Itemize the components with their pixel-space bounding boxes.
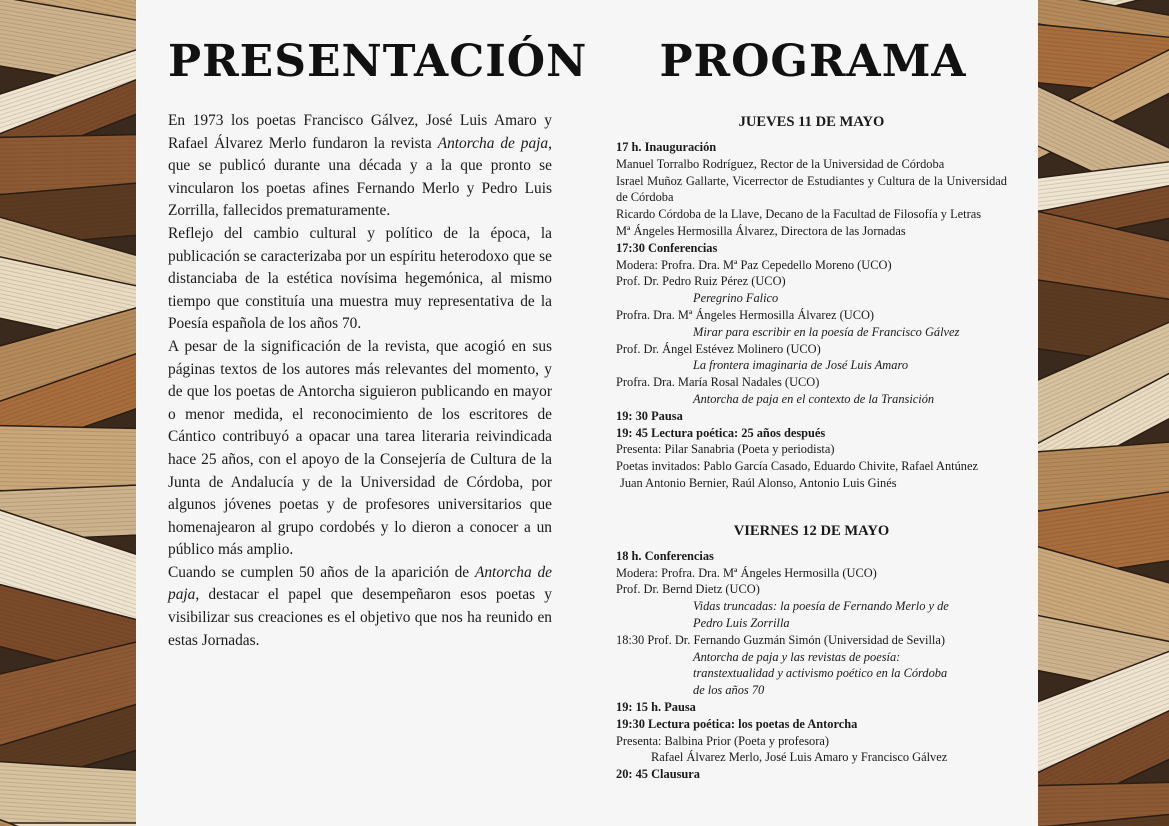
schedule-line: Profra. Dra. María Rosal Nadales (UCO) <box>616 375 820 390</box>
schedule-heading: 17:30 Conferencias <box>616 240 718 255</box>
schedule-line: 18:30 Prof. Dr. Fernando Guzmán Simón (Universidad de Sevilla) <box>616 632 945 647</box>
presentation-text <box>168 110 552 652</box>
paragraph: Reflejo del cambio cultural y político de la época, la publicación se caracterizaba por un espíritu heterodoxo que se distanciaba de la estética novísima hegemónica, al mismo tiempo que constituía una muestra muy representativa de la Poesía española de los años 70. <box>168 224 552 333</box>
schedule-heading: 19: 15 h. Pausa <box>616 699 696 714</box>
talk-title: Antorcha de paja en el contexto de la Transición <box>693 391 935 406</box>
day-schedule <box>616 548 1007 783</box>
schedule-heading: 19:30 Lectura poética: los poetas de Antorcha <box>616 716 858 731</box>
schedule-line: Juan Antonio Bernier, Raúl Alonso, Antonio Luis Ginés <box>620 475 897 490</box>
talk-title: Antorcha de paja y las revistas de poesía: <box>693 649 901 664</box>
day-schedule <box>616 139 1007 492</box>
books-background-left <box>0 0 136 826</box>
program-title: PROGRAMA <box>659 36 967 87</box>
schedule-line: Mª Ángeles Hermosilla Álvarez, Directora de las Jornadas <box>616 223 906 238</box>
schedule-line: Rafael Álvarez Merlo, José Luis Amaro y Francisco Gálvez <box>651 750 948 765</box>
schedule-line: Modera: Profra. Dra. Mª Paz Cepedello Moreno (UCO) <box>616 257 892 272</box>
talk-title: Mirar para escribir en la poesía de Francisco Gálvez <box>693 324 960 339</box>
talk-title: Peregrino Falico <box>693 291 779 306</box>
schedule-line: Prof. Dr. Pedro Ruiz Pérez (UCO) <box>616 274 786 289</box>
schedule-heading: 19: 45 Lectura poética: 25 años después <box>616 425 826 440</box>
talk-title: La frontera imaginaria de José Luis Amaro <box>693 358 909 373</box>
talk-title: Vidas truncadas: la poesía de Fernando Merlo y de <box>693 599 949 614</box>
schedule-heading: 19: 30 Pausa <box>616 408 683 423</box>
schedule-line: Presenta: Pilar Sanabria (Poeta y periodista) <box>616 442 835 457</box>
schedule-line: Prof. Dr. Ángel Estévez Molinero (UCO) <box>616 341 821 356</box>
paragraph: En 1973 los poetas Francisco Gálvez, José Luis Amaro y Rafael Álvarez Merlo fundaron la revista Antorcha de paja, que se publicó durante una década y a la que pronto se vincularon los poetas afines Fernando Merlo y Pedro Luis Zorrilla, fallecidos prematuramente. <box>168 112 552 220</box>
talk-title: Pedro Luis Zorrilla <box>693 615 790 630</box>
schedule-heading: 20: 45 Clausura <box>616 767 700 782</box>
schedule-line: Ricardo Córdoba de la Llave, Decano de la Facultad de Filosofía y Letras <box>616 207 982 222</box>
schedule-line: Prof. Dr. Bernd Dietz (UCO) <box>616 582 760 597</box>
paragraph: A pesar de la significación de la revista, que acogió en sus páginas textos de los autores más relevantes del momento, y de que los poetas de Antorcha siguieron publicando en mayor o menor medida, el reconocimiento de los escritores de Cántico contribuyó a opacar una tarea literaria reivindicada hace 25 años, con el apoyo de la Consejería de Cultura de la Junta de Andalucía y de la Universidad de Córdoba, por algunos jóvenes poetas y de profesores universitarios que homenajearon al grupo cordobés y lo dieron a conocer a un público más amplio. <box>168 337 552 559</box>
books-background-right <box>1038 0 1169 826</box>
schedule-line: Poetas invitados: Pablo García Casado, Eduardo Chivite, Rafael Antúnez <box>616 459 978 474</box>
book-spines-illustration <box>0 0 136 826</box>
presentation-title: PRESENTACIÓN <box>168 36 588 87</box>
day-heading: VIERNES 12 DE MAYO <box>733 522 890 539</box>
schedule-line: Presenta: Balbina Prior (Poeta y profesora) <box>616 733 829 748</box>
paragraph: Cuando se cumplen 50 años de la aparición de Antorcha de paja, destacar el papel que desempeñaron esos poetas y visibilizar sus creaciones es el objetivo que nos ha reunido en estas Jornadas. <box>168 563 552 649</box>
schedule-line: Profra. Dra. Mª Ángeles Hermosilla Álvarez (UCO) <box>616 307 875 322</box>
schedule-heading: 17 h. Inauguración <box>616 140 717 154</box>
talk-title: transtextualidad y activismo poético en la Córdoba <box>693 666 948 681</box>
program-schedule <box>616 110 1007 783</box>
schedule-line: Modera: Profra. Dra. Mª Ángeles Hermosilla (UCO) <box>616 565 877 580</box>
schedule-line: Manuel Torralbo Rodríguez, Rector de la Universidad de Córdoba <box>616 156 945 171</box>
day-heading: JUEVES 11 DE MAYO <box>738 114 885 130</box>
schedule-line: Israel Muñoz Gallarte, Vicerrector de Estudiantes y Cultura de la Universidad de Córdoba <box>616 173 1007 205</box>
talk-title: de los años 70 <box>693 683 765 698</box>
book-spines-illustration <box>1038 0 1169 826</box>
schedule-heading: 18 h. Conferencias <box>616 548 714 563</box>
